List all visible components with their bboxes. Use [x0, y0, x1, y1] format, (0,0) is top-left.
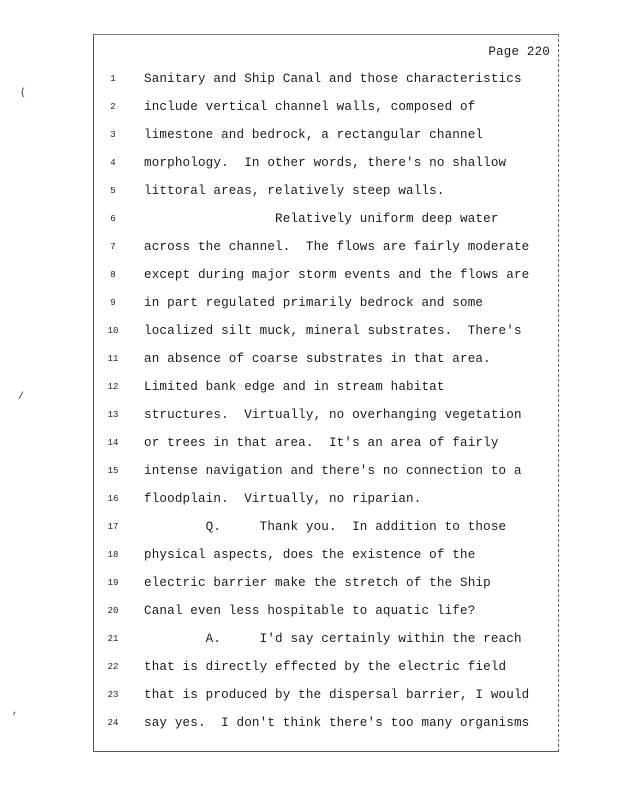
- line-text: physical aspects, does the existence of the: [144, 548, 476, 562]
- line-number: 13: [107, 410, 119, 420]
- line-text: Sanitary and Ship Canal and those characteristics: [144, 72, 522, 86]
- transcript-line: [94, 373, 558, 401]
- line-number: 6: [110, 214, 116, 224]
- line-text: that is produced by the dispersal barrier, I would: [144, 688, 530, 702]
- line-number: 10: [107, 326, 119, 336]
- line-text: in part regulated primarily bedrock and some: [144, 296, 484, 310]
- line-text: littoral areas, relatively steep walls.: [144, 184, 445, 198]
- line-number: 23: [107, 690, 119, 700]
- line-text: Canal even less hospitable to aquatic life?: [144, 604, 476, 618]
- line-text: or trees in that area. It's an area of fairly: [144, 436, 499, 450]
- transcript-line: [94, 149, 558, 177]
- line-text: Relatively uniform deep water: [144, 212, 499, 226]
- line-number: 4: [110, 158, 116, 168]
- transcript-line: [94, 681, 558, 709]
- line-number: 5: [110, 186, 116, 196]
- transcript-line: [94, 345, 558, 373]
- line-text: morphology. In other words, there's no shallow: [144, 156, 507, 170]
- line-number: 14: [107, 438, 119, 448]
- line-number: 19: [107, 578, 119, 588]
- line-text: floodplain. Virtually, no riparian.: [144, 492, 422, 506]
- transcript-lines: [94, 65, 558, 737]
- transcript-line: [94, 457, 558, 485]
- transcript-line: [94, 513, 558, 541]
- transcript-line: [94, 65, 558, 93]
- line-text: intense navigation and there's no connection to a: [144, 464, 522, 478]
- transcript-line: [94, 401, 558, 429]
- line-number: 11: [107, 354, 119, 364]
- line-number: 1: [110, 74, 116, 84]
- transcript-line: [94, 121, 558, 149]
- line-number: 17: [107, 522, 119, 532]
- line-number: 7: [110, 242, 116, 252]
- line-number: 24: [107, 718, 119, 728]
- page-number: Page 220: [488, 45, 550, 59]
- transcript-line: [94, 317, 558, 345]
- transcript-line: [94, 653, 558, 681]
- transcript-line: [94, 597, 558, 625]
- line-text: localized silt muck, mineral substrates. There's: [144, 324, 522, 338]
- line-number: 8: [110, 270, 116, 280]
- line-text: limestone and bedrock, a rectangular channel: [144, 128, 484, 142]
- line-text: an absence of coarse substrates in that area.: [144, 352, 491, 366]
- line-text: say yes. I don't think there's too many organisms: [144, 716, 530, 730]
- transcript-line: [94, 233, 558, 261]
- transcript-line: [94, 177, 558, 205]
- line-number: 15: [107, 466, 119, 476]
- line-text: Limited bank edge and in stream habitat: [144, 380, 445, 394]
- line-number: 2: [110, 102, 116, 112]
- line-number: 9: [110, 298, 116, 308]
- line-text: Q. Thank you. In addition to those: [144, 520, 507, 534]
- transcript-line: [94, 93, 558, 121]
- line-text: except during major storm events and the flows are: [144, 268, 530, 282]
- line-text: A. I'd say certainly within the reach: [144, 632, 522, 646]
- transcript-line: [94, 569, 558, 597]
- transcript-line: [94, 541, 558, 569]
- line-text: structures. Virtually, no overhanging vegetation: [144, 408, 522, 422]
- transcript-line: [94, 485, 558, 513]
- transcript-line: [94, 709, 558, 737]
- line-text: that is directly effected by the electric field: [144, 660, 507, 674]
- line-number: 21: [107, 634, 119, 644]
- line-number: 22: [107, 662, 119, 672]
- transcript-line: [94, 261, 558, 289]
- line-number: 18: [107, 550, 119, 560]
- line-number: 16: [107, 494, 119, 504]
- line-number: 3: [110, 130, 116, 140]
- line-number: 12: [107, 382, 119, 392]
- transcript-line: [94, 429, 558, 457]
- line-text: across the channel. The flows are fairly moderate: [144, 240, 530, 254]
- line-text: include vertical channel walls, composed of: [144, 100, 476, 114]
- transcript-line: [94, 205, 558, 233]
- line-number: 20: [107, 606, 119, 616]
- scan-mark-bottom: ,: [12, 706, 19, 717]
- line-text: electric barrier make the stretch of the Ship: [144, 576, 491, 590]
- scan-mark-top: (: [20, 88, 27, 99]
- transcript-line: [94, 289, 558, 317]
- transcript-page: [93, 34, 559, 752]
- scan-mark-middle: /: [18, 392, 25, 403]
- transcript-line: [94, 625, 558, 653]
